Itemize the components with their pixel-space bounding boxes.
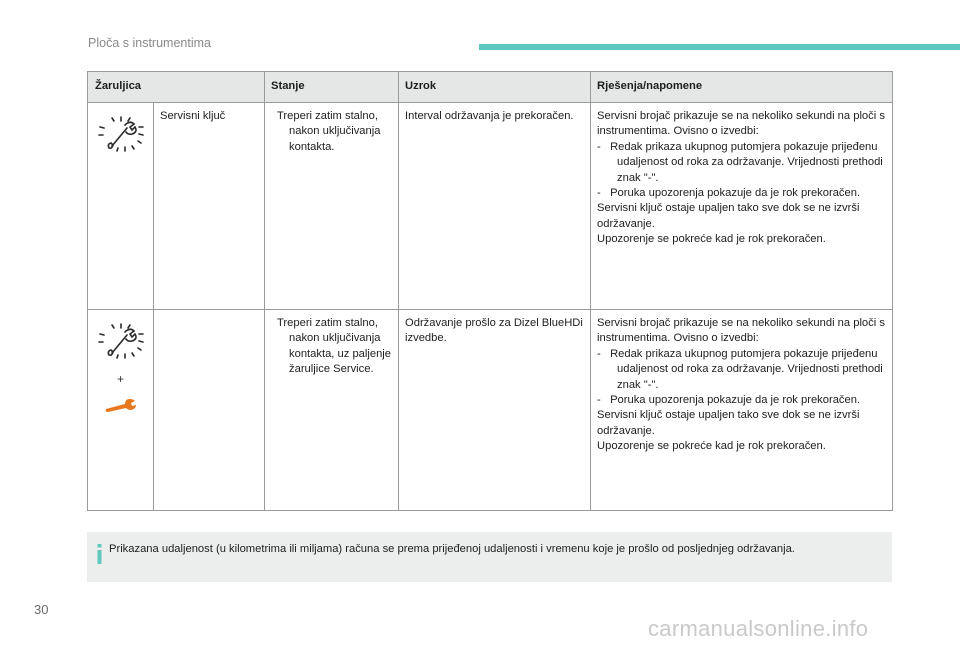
note-paragraph: Servisni brojač prikazuje se na nekoliko sekundi na ploči s instrumentima. Ovisno o izvedbi: [597,110,885,138]
wrench-sun-icon [97,115,145,155]
table-row [88,310,893,511]
note-paragraph: Servisni ključ ostaje upaljen tako sve dok se ne izvrši održavanje. [597,202,860,230]
lamp-state-text: Treperi zatim stalno, nakon uključivanja kontakta, uz paljenje žaruljice Service. [277,317,392,376]
lamp-icon-cell [88,310,154,511]
info-note-box [87,532,892,582]
column-header-lamp: Žaruljica [88,72,265,103]
column-header-state: Stanje [265,72,399,103]
lamp-notes [591,103,893,310]
note-bullet: - Poruka upozorenja pokazuje da je rok prekoračen. [597,187,861,200]
warning-lamp-table [87,71,893,511]
page-number: 30 [34,602,49,617]
note-paragraph: Upozorenje se pokreće kad je rok prekoračen. [597,233,826,246]
info-icon [97,544,102,564]
lamp-name: Servisni ključ [154,103,265,310]
note-bullet: - Poruka upozorenja pokazuje da je rok prekoračen. [597,394,861,407]
lamp-cause: Održavanje prošlo za Dizel BlueHDi izvedbe. [399,310,591,511]
note-bullet: - Redak prikaza ukupnog putomjera pokazuje prijeđenu udaljenost od roka za održavanje. Vrijednosti prethodi znak "-". [597,140,883,184]
note-bullet: - Redak prikaza ukupnog putomjera pokazuje prijeđenu udaljenost od roka za održavanje. Vrijednosti prethodi znak "-". [597,347,883,391]
table-row [88,103,893,310]
plus-sign: + [116,372,124,386]
column-header-cause: Uzrok [399,72,591,103]
column-header-solutions: Rješenja/napomene [591,72,893,103]
table-header-row [88,72,893,103]
lamp-icon-cell [88,103,154,310]
wrench-sun-icon [97,322,145,362]
note-paragraph: Servisni ključ ostaje upaljen tako sve dok se ne izvrši održavanje. [597,409,860,437]
note-paragraph: Servisni brojač prikazuje se na nekoliko sekundi na ploči s instrumentima. Ovisno o izvedbi: [597,317,885,345]
lamp-cause: Interval održavanja je prekoračen. [399,103,591,310]
lamp-state [265,103,399,310]
section-title: Ploča s instrumentima [88,36,211,50]
note-paragraph: Upozorenje se pokreće kad je rok prekoračen. [597,440,826,453]
wrench-icon [103,397,139,413]
lamp-name [154,310,265,511]
info-note-text: Prikazana udaljenost (u kilometrima ili miljama) računa se prema prijeđenoj udaljenosti i vremenu koje je prošlo od posljednjeg održavanja. [109,543,795,555]
header-accent-bar [479,44,960,50]
lamp-state [265,310,399,511]
watermark: carmanualsonline.info [648,616,869,641]
lamp-state-text: Treperi zatim stalno, nakon uključivanja kontakta. [277,110,381,153]
lamp-notes [591,310,893,511]
